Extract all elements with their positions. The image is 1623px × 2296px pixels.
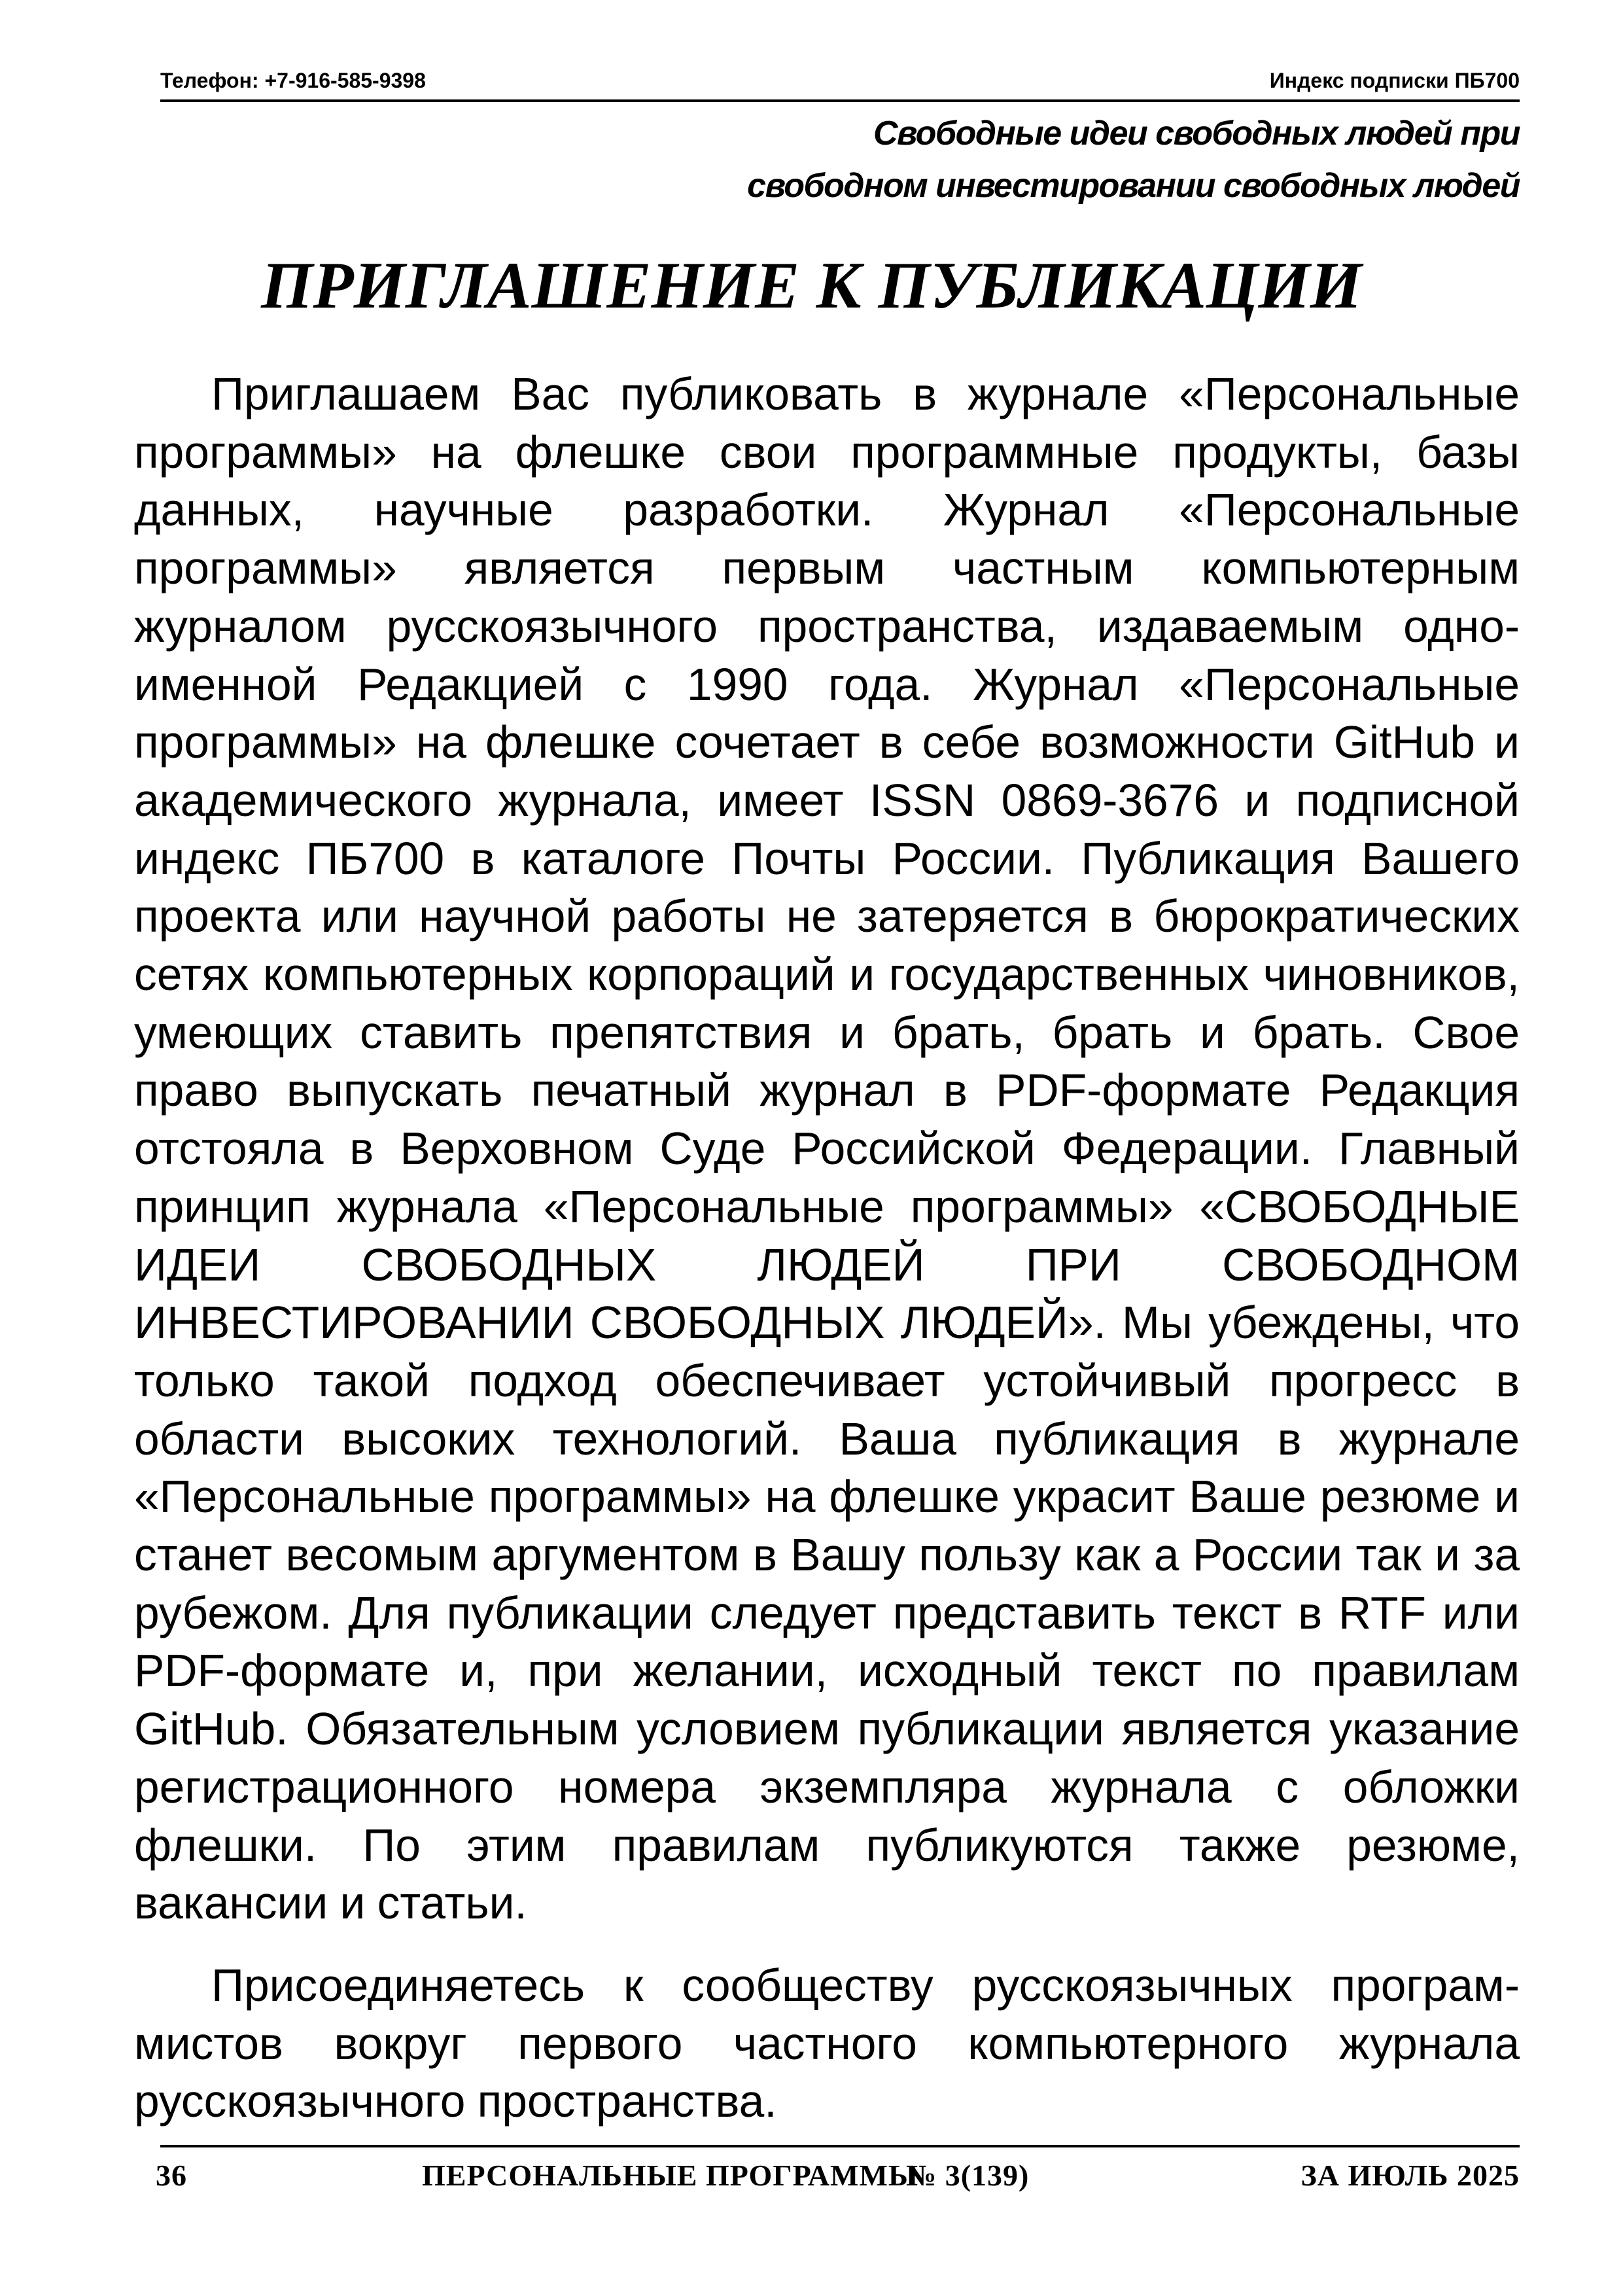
paragraph-text: Присоединяетесь к сообществу русскоязычных программистов вокруг первого частного компьютерного журнала русскоязычного пространства. <box>134 1960 1520 2127</box>
header-rule <box>160 99 1520 102</box>
header-phone: Телефон: +7-916-585-9398 <box>160 69 426 92</box>
footer-journal-name: ПЕРСОНАЛЬНЫЕ ПРОГРАММЫ <box>422 2159 919 2192</box>
header-subscription-index: Индекс подписки ПБ700 <box>1269 69 1520 92</box>
footer-page-number: 36 <box>156 2159 187 2192</box>
motto-line-1: Свободные идеи свободных людей при <box>873 115 1520 152</box>
page-title: ПРИГЛАШЕНИЕ К ПУБЛИКАЦИИ <box>261 249 1362 323</box>
footer-period: ЗА ИЮЛЬ 2025 <box>1300 2159 1520 2192</box>
motto-line-2: свободном инвестировании свободных людей <box>747 167 1520 205</box>
body-paragraph-1 <box>134 365 1520 1932</box>
footer-issue-number: № 3(139) <box>906 2159 1030 2192</box>
paragraph-text: Приглашаем Вас публиковать в журнале «Персональные программы» на флешке свои программные продукты, базы данных, научные разработки. Журнал «Персональные программы» является первым частным компьютерным журналом русскоязычного пространства, издаваемым одноименной Редакцией с 1990 года. Журнал «Персональные программы» на флешке сочетает в себе возможности GitHub и академического журнала, имеет ISSN 0869-3676 и подписной индекс ПБ700 в каталоге Почты России. Публикация Вашего проекта или научной работы не затеряется в бюрократических сетях компьютерных корпораций и государственных чиновников, умеющих ставить препятствия и брать, брать и брать. Свое право выпускать печатный журнал в PDF-формате Редакция отстояла в Верховном Суде Российской Федерации. Главный принцип журнала «Персональные программы» «СВОБОДНЫЕ ИДЕИ СВОБОДНЫХ ЛЮДЕЙ ПРИ СВОБОДНОМ ИНВЕСТИРОВАНИИ СВОБОДНЫХ ЛЮДЕЙ». Мы убеждены, что только такой подход обеспечивает устойчивый прогресс в области высоких технологий. Ваша публикация в журнале «Персональные программы» на флешке украсит Ваше резюме и станет весомым аргументом в Вашу пользу как а России так и за рубежом. Для публикации следует представить текст в RTF или PDF-формате и, при желании, исходный текст по правилам GitHub. Обязательным условием публикации является указание регистрационного номера экземпляра журнала с обложки флешки. По этим правилам публикуются также резюме, вакансии и статьи. <box>134 368 1520 1929</box>
body-paragraph-2 <box>134 1956 1520 2130</box>
footer-rule <box>160 2145 1520 2147</box>
